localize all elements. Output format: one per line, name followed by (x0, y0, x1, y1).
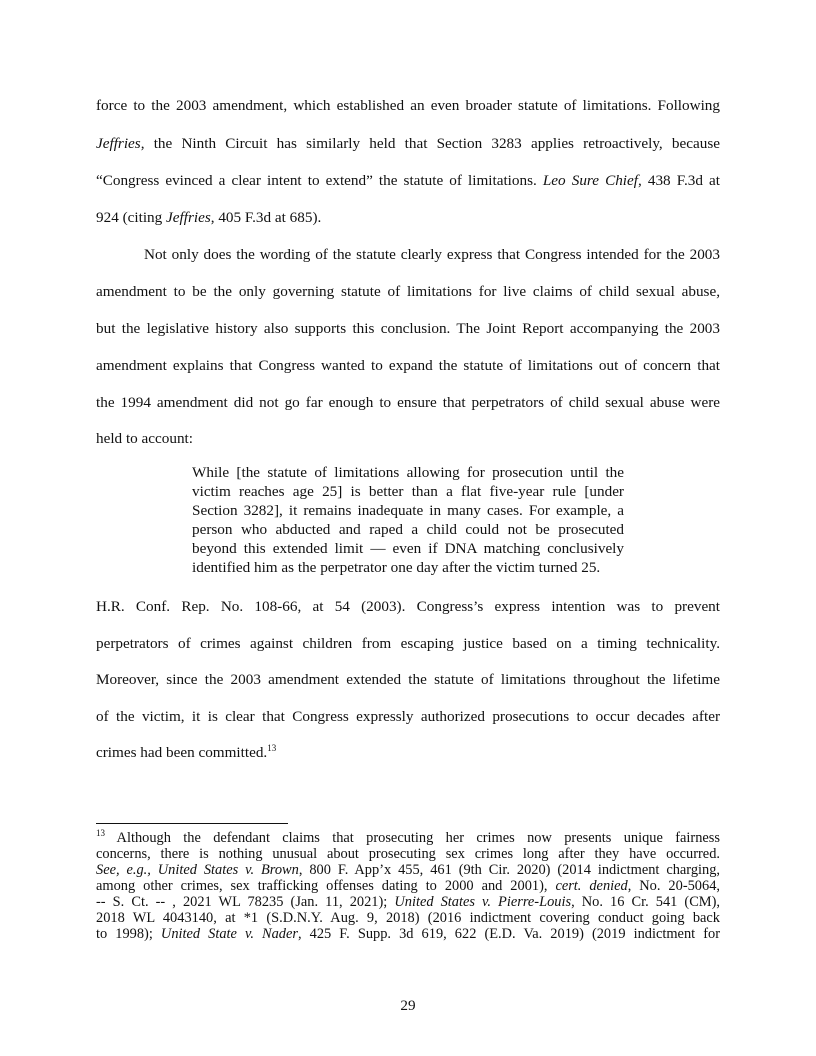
italic-citation: cert. denied (555, 878, 628, 894)
italic-citation: Jeffries (96, 135, 141, 152)
footnote-marker: 13 (267, 742, 277, 753)
footnote-line: -- S. Ct. -- , 2021 WL 78235 (Jan. 11, 2021); United States v. Pierre-Louis, No. 16 Cr. 541 (CM), (96, 894, 720, 910)
footnote-separator (96, 823, 288, 824)
quote-line: victim reaches age 25] is better than a flat five-year rule [under (192, 483, 624, 500)
quote-line: Section 3282], it remains inadequate in many cases. For example, a (192, 502, 624, 519)
text-line: perpetrators of crimes against children from escaping justice based on a timing technicality. (96, 635, 720, 652)
text-line: held to account: (96, 430, 193, 447)
italic-citation: United State v. Nader (160, 926, 298, 942)
footnote-13 (96, 830, 720, 942)
italic-citation: United States v. Pierre-Louis (394, 894, 572, 910)
quote-line: person who abducted and raped a child could not be prosecuted (192, 521, 624, 538)
block-quote (192, 463, 624, 577)
text-line: “Congress evinced a clear intent to extend” the statute of limitations. Leo Sure Chief, 438 F.3d at (96, 172, 720, 189)
text-line: amendment explains that Congress wanted to expand the statute of limitations out of concern that (96, 357, 720, 374)
text-line: Moreover, since the 2003 amendment extended the statute of limitations throughout the lifetime (96, 671, 720, 688)
text-line: amendment to be the only governing statute of limitations for live claims of child sexual abuse, (96, 283, 720, 300)
footnote-line: to 1998); United State v. Nader, 425 F. Supp. 3d 619, 622 (E.D. Va. 2019) (2019 indictment for (96, 926, 720, 942)
footnote-line: See, e.g., United States v. Brown, 800 F. App’x 455, 461 (9th Cir. 2020) (2014 indictment charging, (96, 862, 721, 878)
quote-line: While [the statute of limitations allowing for prosecution until the (192, 464, 624, 481)
quote-line: beyond this extended limit — even if DNA matching conclusively (192, 540, 624, 557)
italic-citation: Jeffries (166, 209, 211, 226)
quote-line: identified him as the perpetrator one day after the victim turned 25. (192, 559, 601, 576)
text-line: 924 (citing Jeffries, 405 F.3d at 685). (96, 209, 322, 226)
text-line: Not only does the wording of the statute clearly express that Congress intended for the 2003 (144, 246, 720, 263)
text-line: crimes had been committed.$^{13}$ (96, 742, 277, 761)
footnote-line: among other crimes, sex trafficking offenses dating to 2000 and 2001), cert. denied, No. 20-5064, (96, 878, 720, 894)
footnote-line: $^{13}$ Although the defendant claims that prosecuting her crimes now presents unique fairness (96, 828, 720, 846)
italic-citation: Leo Sure Chief (542, 172, 638, 189)
text-line: of the victim, it is clear that Congress expressly authorized prosecutions to occur decades after (96, 708, 720, 725)
footnote-line: concerns, there is nothing unusual about prosecuting sex crimes long after they have occurred. (96, 846, 720, 862)
page-number: 29 (400, 997, 416, 1014)
text-line: force to the 2003 amendment, which established an even broader statute of limitations. Following (96, 97, 720, 114)
footnote-line: 2018 WL 4043140, at *1 (S.D.N.Y. Aug. 9, 2018) (2016 indictment covering conduct going back (96, 910, 720, 926)
footnote-marker: 13 (96, 828, 105, 839)
italic-citation: See, e.g., United States v. Brown (96, 862, 299, 878)
text-line: Jeffries, the Ninth Circuit has similarly held that Section 3283 applies retroactively, because (96, 135, 720, 152)
text-line: H.R. Conf. Rep. No. 108-66, at 54 (2003). Congress’s express intention was to prevent (96, 598, 720, 615)
text-line: the 1994 amendment did not go far enough to ensure that perpetrators of child sexual abuse were (96, 394, 720, 411)
text-line: but the legislative history also supports this conclusion. The Joint Report accompanying the 2003 (96, 320, 720, 337)
